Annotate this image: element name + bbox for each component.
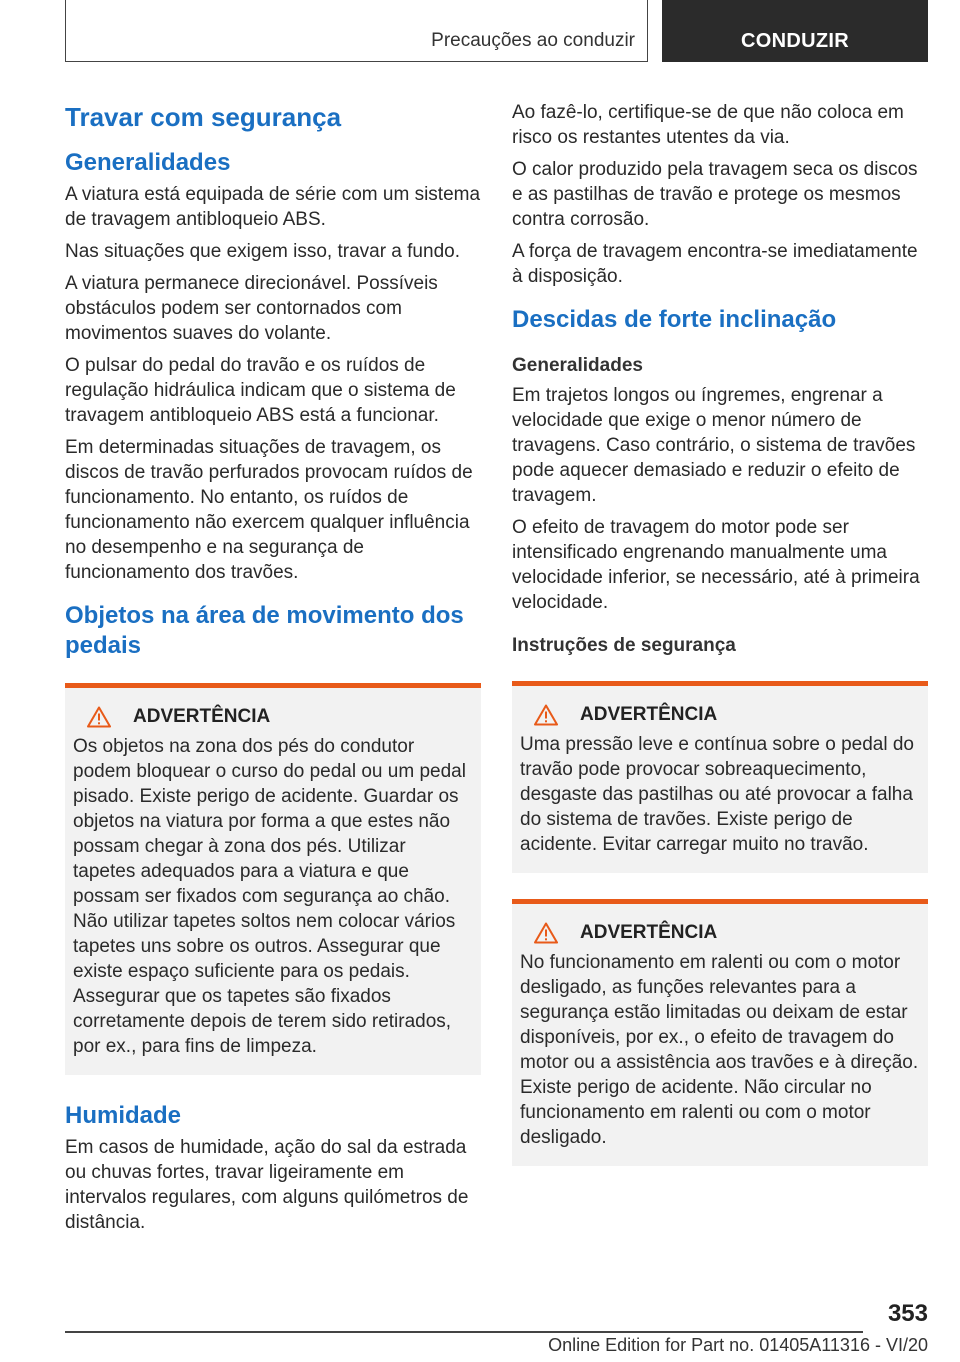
- paragraph: A viatura permanece direcionável. Possíveis obstáculos podem ser contornados com movimentos suaves do volante.: [65, 273, 438, 344]
- warning-header: [520, 704, 920, 726]
- warning-box: [512, 681, 928, 873]
- header-chapter-box: [662, 0, 928, 62]
- warning-header: [73, 706, 473, 728]
- warning-text: Os objetos na zona dos pés do condutor podem bloquear o curso do pedal ou um pedal pisado. Existe perigo de acidente. Guardar os objetos na viatura por forma a que estes não possam chegar à zona dos pés. Utilizar tapetes adequados para a viatura e que possam ser fixados com segurança ao chão. Não utilizar tapetes soltos nem colocar vários tapetes uns sobre os outros. Assegurar que existe espaço suficiente para os pedais. Assegurar que os tapetes são fixados corretamente depois de terem sido retirados, por ex., para fins de limpeza.: [73, 736, 466, 1057]
- warning-header: [520, 922, 920, 944]
- warning-triangle-icon: [534, 922, 558, 944]
- paragraph: Ao fazê-lo, certifique-se de que não coloca em risco os restantes utentes da via.: [512, 102, 904, 148]
- warning-box: [65, 683, 481, 1075]
- warning-text: No funcionamento em ralenti ou com o motor desligado, as funções relevantes para a segurança estão limitadas ou deixam de estar disponíveis, por ex., o efeito de travagem do motor ou a assistência aos travões e à direção. Existe perigo de acidente. Não circular no funcionamento em ralenti ou com o motor desligado.: [520, 952, 919, 1148]
- paragraph: Em casos de humidade, ação do sal da estrada ou chuvas fortes, travar ligeiramente em intervalos regulares, com alguns quilómetros de distância.: [65, 1137, 469, 1233]
- paragraph: Em determinadas situações de travagem, os discos de travão perfurados provocam ruídos de funcionamento. No entanto, os ruídos de funcionamento não exercem qualquer influência no desempenho e na segurança de funcionamento dos travões.: [65, 437, 473, 583]
- warning-title: ADVERTÊNCIA: [133, 706, 271, 727]
- paragraph: O calor produzido pela travagem seca os discos e as pastilhas de travão e protege os mesmos contra corrosão.: [512, 159, 918, 230]
- warning-text: Uma pressão leve e contínua sobre o pedal do travão pode provocar sobreaquecimento, desgaste das pastilhas ou até provocar a falha do sistema de travões. Existe perigo de acidente. Evitar carregar muito no travão.: [520, 734, 914, 855]
- left-column: [65, 100, 481, 1242]
- footer-edition: Online Edition for Part no. 01405A11316 - VI/20: [548, 1335, 928, 1355]
- right-column: [512, 100, 928, 1192]
- warning-title: ADVERTÊNCIA: [580, 704, 718, 725]
- heading-generalidades: Generalidades: [65, 149, 231, 176]
- heading-descidas: Descidas de forte inclinação: [512, 306, 837, 333]
- warning-triangle-icon: [534, 704, 558, 726]
- warning-box: [512, 899, 928, 1166]
- paragraph: O pulsar do pedal do travão e os ruídos de regulação hidráulica indicam que o sistema de travagem antibloqueio ABS está a funcionar.: [65, 355, 456, 426]
- warning-title: ADVERTÊNCIA: [580, 922, 718, 943]
- subheading-generalidades: Generalidades: [512, 355, 643, 376]
- heading-humidade: Humidade: [65, 1102, 182, 1129]
- section-title: Travar com segurança: [65, 102, 342, 132]
- header-section-box: [65, 0, 648, 62]
- page-number: 353: [887, 1300, 928, 1327]
- paragraph: O efeito de travagem do motor pode ser intensificado engrenando manualmente uma velocidade inferior, se necessário, até à primeira velocidade.: [512, 517, 920, 613]
- page-header: [65, 0, 928, 64]
- paragraph: Nas situações que exigem isso, travar a fundo.: [65, 241, 460, 262]
- heading-objetos-pedais: Objetos na área de movimento dos pedais: [65, 602, 464, 659]
- subheading-seguranca: Instruções de segurança: [512, 635, 736, 656]
- paragraph: A viatura está equipada de série com um sistema de travagem antibloqueio ABS.: [65, 184, 481, 230]
- warning-triangle-icon: [87, 706, 111, 728]
- paragraph: Em trajetos longos ou íngremes, engrenar a velocidade que exige o menor número de travagens. Caso contrário, o sistema de travões pode aquecer demasiado e reduzir o efeito de travagem.: [512, 385, 916, 506]
- footer-divider: [65, 1331, 863, 1333]
- header-section-title: Precauções ao conduzir: [431, 30, 635, 51]
- header-chapter-title: CONDUZIR: [741, 30, 849, 52]
- paragraph: A força de travagem encontra-se imediatamente à disposição.: [512, 241, 918, 287]
